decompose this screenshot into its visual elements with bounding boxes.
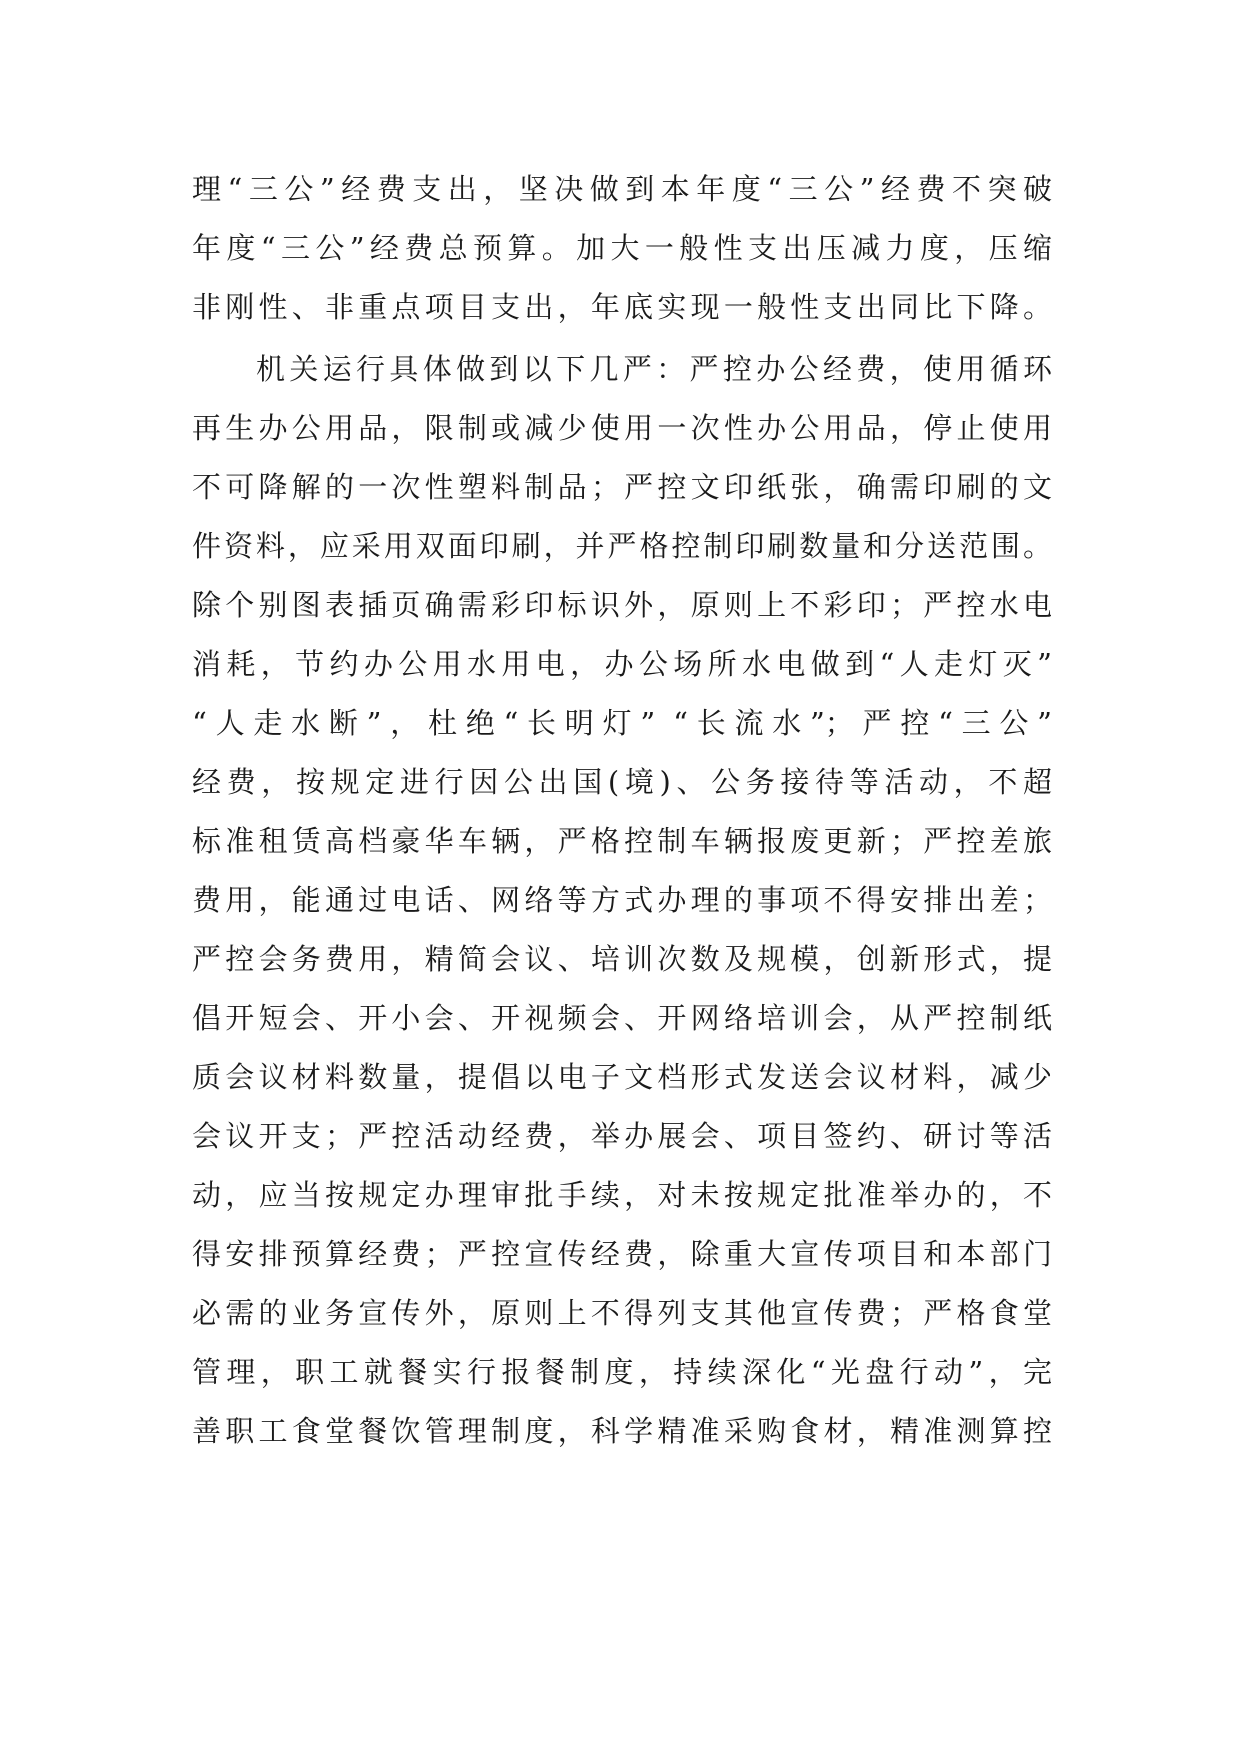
paragraph-line: 动，应当按规定办理审批手续，对未按规定批准举办的，不 (192, 1178, 1052, 1212)
paragraph-line: 非刚性、非重点项目支出，年底实现一般性支出同比下降。 (192, 290, 1052, 324)
paragraph-line: 件资料，应采用双面印刷，并严格控制印刷数量和分送范围。 (192, 529, 1052, 563)
paragraph-line: 严控会务费用，精简会议、培训次数及规模，创新形式，提 (192, 942, 1052, 976)
paragraph-line: 管理，职工就餐实行报餐制度，持续深化“光盘行动”，完 (192, 1355, 1052, 1389)
paragraph-line: 质会议材料数量，提倡以电子文档形式发送会议材料，减少 (192, 1060, 1052, 1094)
paragraph-line: 会议开支；严控活动经费，举办展会、项目签约、研讨等活 (192, 1119, 1052, 1153)
paragraph-line: 标准租赁高档豪华车辆，严格控制车辆报废更新；严控差旅 (192, 824, 1052, 858)
paragraph-line: 费用，能通过电话、网络等方式办理的事项不得安排出差； (192, 883, 1052, 917)
paragraph-2 (192, 340, 1052, 1461)
paragraph-line: 机关运行具体做到以下几严：严控办公经费，使用循环 (256, 352, 1052, 386)
paragraph-line: 年度“三公”经费总预算。加大一般性支出压减力度，压缩 (192, 231, 1052, 265)
paragraph-line: 得安排预算经费；严控宣传经费，除重大宣传项目和本部门 (192, 1237, 1052, 1271)
paragraph-line: 再生办公用品，限制或减少使用一次性办公用品，停止使用 (192, 411, 1052, 445)
paragraph-line: 经费，按规定进行因公出国(境)、公务接待等活动，不超 (192, 765, 1052, 799)
paragraph-line: 倡开短会、开小会、开视频会、开网络培训会，从严控制纸 (192, 1001, 1052, 1035)
paragraph-1 (192, 160, 1052, 337)
paragraph-line: “人走水断”，杜绝“长明灯” “长流水”；严控“三公” (192, 706, 1052, 740)
paragraph-line: 不可降解的一次性塑料制品；严控文印纸张，确需印刷的文 (192, 470, 1052, 504)
paragraph-line: 理“三公”经费支出，坚决做到本年度“三公”经费不突破 (192, 172, 1052, 206)
paragraph-line: 善职工食堂餐饮管理制度，科学精准采购食材，精准测算控 (192, 1414, 1052, 1448)
paragraph-line: 除个别图表插页确需彩印标识外，原则上不彩印；严控水电 (192, 588, 1052, 622)
paragraph-line: 消耗，节约办公用水用电，办公场所水电做到“人走灯灭” (192, 647, 1052, 681)
paragraph-line: 必需的业务宣传外，原则上不得列支其他宣传费；严格食堂 (192, 1296, 1052, 1330)
